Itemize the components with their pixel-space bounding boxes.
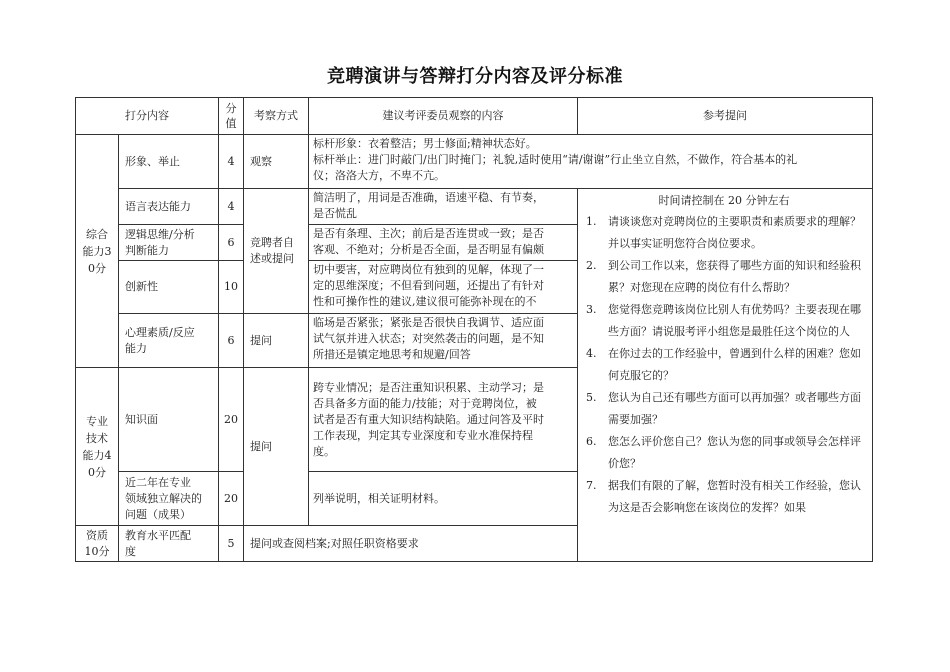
question-number: 4. <box>586 347 597 360</box>
score-achievements: 20 <box>218 471 244 526</box>
question-number: 3. <box>586 303 597 316</box>
method-speech: 竞聘者自 述或提问 <box>243 188 309 314</box>
question-item <box>586 475 862 519</box>
observe-education: 提问或查阅档案;对照任职资格要求 <box>243 525 578 562</box>
question-text: 您认为自己还有哪些方面可以再加强？或者哪些方面需要加强？ <box>608 391 861 426</box>
question-item <box>586 343 862 387</box>
question-text: 请谈谈您对竞聘岗位的主要职责和素质要求的理解？并以事实证明您符合岗位要求。 <box>608 215 861 250</box>
question-text: 您觉得您竞聘该岗位比别人有优势吗？主要表现在哪些方面？请说服考评小组您是最胜任这个岗位的人 <box>608 303 861 338</box>
item-logic: 逻辑思维/分析 判断能力 <box>118 224 219 261</box>
item-psychology: 心理素质/反应 能力 <box>118 313 219 368</box>
item-education: 教育水平匹配 度 <box>118 525 219 562</box>
question-text: 据我们有限的了解，您暂时没有相关工作经验，您认为这是否会影响您在该岗位的发挥？如果 <box>608 479 861 514</box>
score-image: 4 <box>218 134 244 189</box>
observe-achievements <box>308 471 578 526</box>
header-observe: 建议考评委员观察的内容 <box>308 97 578 135</box>
observe-language: 简洁明了，用词是否准确，语速平稳、有节奏， 是否慌乱 <box>308 188 578 225</box>
score-education: 5 <box>218 525 244 562</box>
score-psychology: 6 <box>218 313 244 368</box>
question-number: 5. <box>586 391 597 404</box>
question-text: 在你过去的工作经验中，曾遇到什么样的困难？您如何克服它的？ <box>608 347 861 382</box>
method-observe: 观察 <box>243 134 309 189</box>
observe-knowledge-text: 跨专业情况；是否注重知识积累、主动学习；是 否具备多方面的能力/技能；对于竞聘岗位，被 试者是否有重大知识结构缺陷。通过问答及平时 工作表现，判定其专业深度和专业水准保持程 度。 <box>313 380 544 458</box>
observe-innovation: 切中要害，对应聘岗位有独到的见解，体现了一 定的思维深度；不但看到问题，还提出了有针对 性和可操作性的建议,建议很可能弥补现在的不 <box>308 260 578 314</box>
score-innovation: 10 <box>218 260 244 314</box>
group-professional: 专业 技术 能力4 0分 <box>75 367 119 526</box>
ref-time-note: 时间请控制在 20 分钟左右 <box>658 194 790 207</box>
method-ask-professional: 提问 <box>243 367 309 526</box>
item-innovation: 创新性 <box>118 260 219 314</box>
header-ref: 参考提问 <box>577 97 873 135</box>
question-item <box>586 255 862 299</box>
header-score: 分 值 <box>218 97 244 135</box>
method-ask-psychology: 提问 <box>243 313 309 368</box>
question-number: 2. <box>586 259 597 272</box>
question-text: 您怎么评价您自己？您认为您的同事或领导会怎样评价您？ <box>608 435 861 470</box>
question-list <box>586 211 862 519</box>
score-knowledge: 20 <box>218 367 244 472</box>
item-image: 形象、举止 <box>118 134 219 189</box>
header-content: 打分内容 <box>75 97 219 135</box>
item-knowledge: 知识面 <box>118 367 219 472</box>
question-number: 7. <box>586 479 597 492</box>
question-item <box>586 211 862 255</box>
score-language: 4 <box>218 188 244 225</box>
question-item <box>586 431 862 475</box>
group-comprehensive: 综合 能力3 0分 <box>75 134 119 368</box>
question-item <box>586 387 862 431</box>
observe-logic: 是否有条理、主次；前后是否连贯或一致；是否 客观、不绝对；分析是否全面，是否明显有偏颇 <box>308 224 578 261</box>
header-method: 考察方式 <box>243 97 309 135</box>
reference-questions <box>577 188 873 562</box>
item-achievements: 近二年在专业 领域独立解决的 问题（成果） <box>118 471 219 526</box>
item-language: 语言表达能力 <box>118 188 219 225</box>
observe-knowledge <box>308 367 578 472</box>
question-number: 1. <box>586 215 597 228</box>
score-logic: 6 <box>218 224 244 261</box>
observe-achievements-text: 列举说明，相关证明材料。 <box>313 491 445 505</box>
question-number: 6. <box>586 435 597 448</box>
observe-psychology: 临场是否紧张；紧张是否很快自我调节、适应面 试气氛并进入状态；对突然袭击的问题，是不知 所措还是镇定地思考和规避/回答 <box>308 313 578 368</box>
group-qualification: 资质 10分 <box>75 525 119 562</box>
question-text: 到公司工作以来，您获得了哪些方面的知识和经验积累？对您现在应聘的岗位有什么帮助？ <box>608 259 861 294</box>
document-title: 竞聘演讲与答辩打分内容及评分标准 <box>327 66 623 87</box>
question-item <box>586 299 862 343</box>
observe-image: 标杆形象：衣着整洁；男士修面;精神状态好。 标杆举止：进门时敲门/出门时掩门；礼貌,适时使用“请/谢谢”行止坐立自然，不做作，符合基本的礼 仪；洛洛大方，不卑不亢。 <box>308 134 873 189</box>
